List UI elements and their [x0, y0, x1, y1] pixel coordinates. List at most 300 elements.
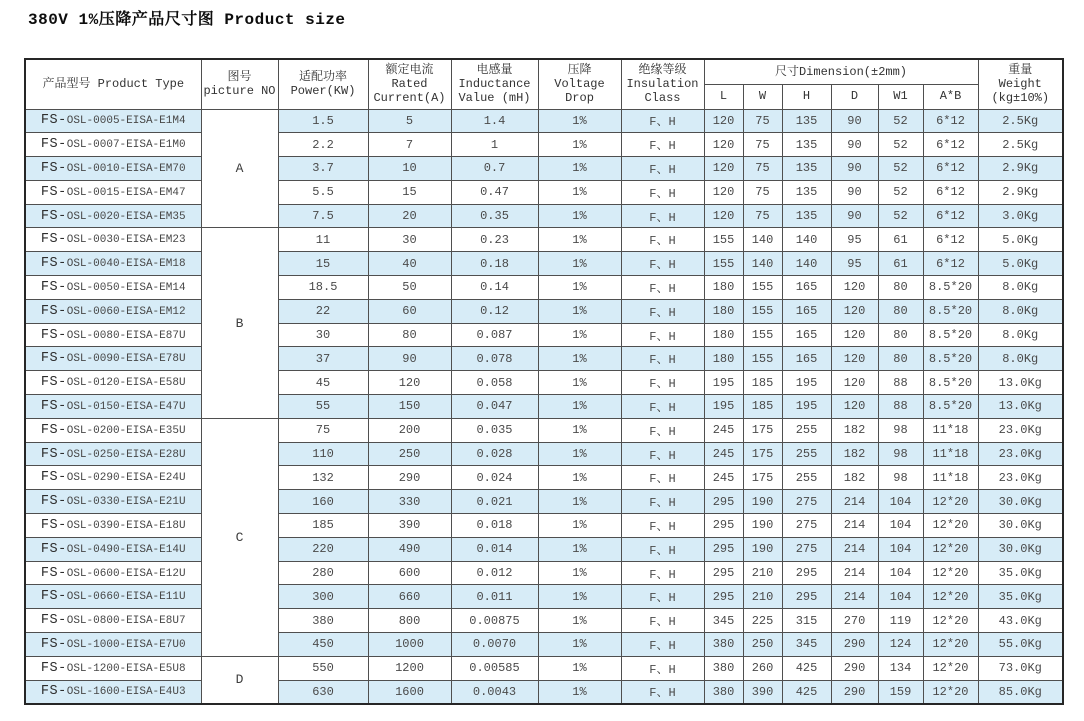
dim-w-cell: 250 — [743, 633, 782, 657]
current-cell: 600 — [368, 561, 451, 585]
header-label: picture NO — [203, 84, 276, 99]
insulation-cell: F、H — [621, 157, 704, 181]
dim-d-cell: 90 — [831, 204, 878, 228]
dim-d-cell: 182 — [831, 466, 878, 490]
header-label: Drop — [565, 91, 594, 106]
power-cell: 380 — [278, 609, 368, 633]
product-type-cell — [25, 371, 201, 395]
dim-d-cell: 95 — [831, 228, 878, 252]
weight-cell: 8.0Kg — [978, 323, 1063, 347]
product-type-cell — [25, 633, 201, 657]
current-cell: 1200 — [368, 656, 451, 680]
dim-ab-cell: 12*20 — [923, 680, 978, 704]
insulation-cell: F、H — [621, 109, 704, 133]
model-prefix: FS- — [40, 636, 67, 652]
col-header-picture-no — [201, 59, 278, 109]
dim-w-cell: 155 — [743, 323, 782, 347]
weight-cell: 73.0Kg — [978, 656, 1063, 680]
header-label: Power(KW) — [290, 84, 356, 99]
voltage-drop-cell: 1% — [538, 228, 621, 252]
dim-d-cell: 214 — [831, 561, 878, 585]
power-cell: 630 — [278, 680, 368, 704]
dim-l-cell: 295 — [704, 561, 743, 585]
product-type-cell — [25, 157, 201, 181]
insulation-cell: F、H — [621, 442, 704, 466]
dim-d-cell: 120 — [831, 347, 878, 371]
product-type-cell — [25, 299, 201, 323]
table-row — [25, 633, 1063, 657]
dim-ab-cell: 6*12 — [923, 180, 978, 204]
dim-w1-cell: 52 — [878, 204, 923, 228]
model-prefix: FS- — [40, 541, 67, 557]
dim-h-cell: 140 — [782, 252, 831, 276]
dim-l-cell: 245 — [704, 418, 743, 442]
insulation-cell: F、H — [621, 276, 704, 300]
header-label: 压降 — [567, 63, 592, 78]
power-cell: 185 — [278, 514, 368, 538]
power-cell: 18.5 — [278, 276, 368, 300]
weight-cell: 5.0Kg — [978, 252, 1063, 276]
col-header-dim-d: D — [831, 84, 878, 109]
inductance-cell: 0.0043 — [451, 680, 538, 704]
dim-w1-cell: 119 — [878, 609, 923, 633]
dim-ab-cell: 6*12 — [923, 157, 978, 181]
page-title: 380V 1%压降产品尺寸图 Product size — [28, 11, 346, 29]
model-code: OSL-1000-EISA-E7U0 — [66, 638, 186, 651]
table-row — [25, 299, 1063, 323]
inductance-cell: 1.4 — [451, 109, 538, 133]
dim-d-cell: 214 — [831, 537, 878, 561]
dim-d-cell: 214 — [831, 514, 878, 538]
product-type-cell — [25, 204, 201, 228]
dim-h-cell: 195 — [782, 395, 831, 419]
dim-h-cell: 135 — [782, 157, 831, 181]
dim-l-cell: 120 — [704, 180, 743, 204]
header-label: Value (mH) — [458, 91, 531, 106]
dim-w1-cell: 80 — [878, 347, 923, 371]
model-code: OSL-0090-EISA-E78U — [66, 353, 186, 366]
model-prefix: FS- — [40, 256, 67, 272]
dim-w-cell: 260 — [743, 656, 782, 680]
dim-w1-cell: 61 — [878, 228, 923, 252]
inductance-cell: 0.7 — [451, 157, 538, 181]
model-code: OSL-1200-EISA-E5U8 — [66, 662, 186, 675]
inductance-cell: 0.00875 — [451, 609, 538, 633]
current-cell: 290 — [368, 466, 451, 490]
dim-w1-cell: 80 — [878, 299, 923, 323]
dim-w-cell: 75 — [743, 204, 782, 228]
dim-w1-cell: 52 — [878, 157, 923, 181]
col-header-dim-ab: A*B — [923, 84, 978, 109]
dim-l-cell: 380 — [704, 680, 743, 704]
weight-cell: 2.9Kg — [978, 157, 1063, 181]
picture-no-cell: B — [201, 228, 278, 418]
inductance-cell: 0.047 — [451, 395, 538, 419]
model-code: OSL-1600-EISA-E4U3 — [66, 686, 186, 699]
col-header-dimension-group: 尺寸Dimension(±2mm) — [704, 59, 978, 84]
col-header-inductance — [451, 59, 538, 109]
dim-d-cell: 90 — [831, 157, 878, 181]
model-code: OSL-0010-EISA-EM70 — [66, 162, 186, 175]
dim-l-cell: 245 — [704, 442, 743, 466]
insulation-cell: F、H — [621, 490, 704, 514]
dim-w-cell: 75 — [743, 157, 782, 181]
power-cell: 1.5 — [278, 109, 368, 133]
model-code: OSL-0030-EISA-EM23 — [66, 234, 186, 247]
power-cell: 220 — [278, 537, 368, 561]
insulation-cell: F、H — [621, 609, 704, 633]
inductance-cell: 0.018 — [451, 514, 538, 538]
dim-w-cell: 75 — [743, 180, 782, 204]
dim-ab-cell: 12*20 — [923, 537, 978, 561]
inductance-cell: 0.12 — [451, 299, 538, 323]
insulation-cell: F、H — [621, 323, 704, 347]
current-cell: 150 — [368, 395, 451, 419]
dim-l-cell: 120 — [704, 133, 743, 157]
dim-h-cell: 140 — [782, 228, 831, 252]
model-prefix: FS- — [40, 184, 67, 200]
weight-cell: 30.0Kg — [978, 514, 1063, 538]
voltage-drop-cell: 1% — [538, 442, 621, 466]
insulation-cell: F、H — [621, 537, 704, 561]
dim-ab-cell: 12*20 — [923, 561, 978, 585]
dim-ab-cell: 11*18 — [923, 442, 978, 466]
dim-l-cell: 295 — [704, 490, 743, 514]
dim-h-cell: 295 — [782, 585, 831, 609]
model-code: OSL-0660-EISA-E11U — [66, 591, 186, 604]
product-type-cell — [25, 323, 201, 347]
current-cell: 50 — [368, 276, 451, 300]
model-prefix: FS- — [40, 351, 67, 367]
power-cell: 22 — [278, 299, 368, 323]
model-prefix: FS- — [40, 684, 67, 700]
dim-l-cell: 120 — [704, 157, 743, 181]
weight-cell: 8.0Kg — [978, 276, 1063, 300]
table-row — [25, 466, 1063, 490]
insulation-cell: F、H — [621, 561, 704, 585]
table-row — [25, 680, 1063, 704]
dim-w1-cell: 61 — [878, 252, 923, 276]
table-row — [25, 490, 1063, 514]
model-prefix: FS- — [40, 137, 67, 153]
model-prefix: FS- — [40, 208, 67, 224]
dim-h-cell: 255 — [782, 418, 831, 442]
table-row — [25, 371, 1063, 395]
insulation-cell: F、H — [621, 514, 704, 538]
power-cell: 3.7 — [278, 157, 368, 181]
model-code: OSL-0290-EISA-E24U — [66, 472, 186, 485]
dim-h-cell: 195 — [782, 371, 831, 395]
inductance-cell: 0.035 — [451, 418, 538, 442]
header-label: 图号 — [227, 70, 252, 85]
voltage-drop-cell: 1% — [538, 157, 621, 181]
inductance-cell: 0.021 — [451, 490, 538, 514]
dim-ab-cell: 8.5*20 — [923, 276, 978, 300]
weight-cell: 23.0Kg — [978, 442, 1063, 466]
table-row — [25, 228, 1063, 252]
dim-w-cell: 75 — [743, 109, 782, 133]
dim-w-cell: 185 — [743, 371, 782, 395]
power-cell: 45 — [278, 371, 368, 395]
current-cell: 1600 — [368, 680, 451, 704]
inductance-cell: 0.47 — [451, 180, 538, 204]
dim-l-cell: 295 — [704, 585, 743, 609]
weight-cell: 23.0Kg — [978, 418, 1063, 442]
product-type-cell — [25, 514, 201, 538]
insulation-cell: F、H — [621, 418, 704, 442]
inductance-cell: 0.058 — [451, 371, 538, 395]
model-prefix: FS- — [40, 589, 67, 605]
dim-l-cell: 120 — [704, 109, 743, 133]
insulation-cell: F、H — [621, 466, 704, 490]
table-row — [25, 180, 1063, 204]
dim-h-cell: 165 — [782, 276, 831, 300]
power-cell: 30 — [278, 323, 368, 347]
dim-h-cell: 255 — [782, 442, 831, 466]
dim-h-cell: 295 — [782, 561, 831, 585]
col-header-dim-h: H — [782, 84, 831, 109]
table-row — [25, 347, 1063, 371]
product-type-cell — [25, 252, 201, 276]
product-type-cell — [25, 537, 201, 561]
dim-w-cell: 225 — [743, 609, 782, 633]
current-cell: 1000 — [368, 633, 451, 657]
dim-l-cell: 195 — [704, 395, 743, 419]
dim-h-cell: 165 — [782, 347, 831, 371]
product-type-cell — [25, 561, 201, 585]
dim-d-cell: 90 — [831, 133, 878, 157]
dim-ab-cell: 8.5*20 — [923, 347, 978, 371]
header-label: 绝缘等级 — [638, 63, 687, 78]
dim-w-cell: 75 — [743, 133, 782, 157]
inductance-cell: 1 — [451, 133, 538, 157]
col-header-rated-current — [368, 59, 451, 109]
dim-l-cell: 295 — [704, 514, 743, 538]
dim-l-cell: 245 — [704, 466, 743, 490]
weight-cell: 35.0Kg — [978, 585, 1063, 609]
weight-cell: 3.0Kg — [978, 204, 1063, 228]
dim-l-cell: 180 — [704, 323, 743, 347]
model-prefix: FS- — [40, 375, 67, 391]
current-cell: 800 — [368, 609, 451, 633]
product-type-cell — [25, 466, 201, 490]
header-label: 额定电流 — [385, 63, 434, 78]
voltage-drop-cell: 1% — [538, 680, 621, 704]
dim-h-cell: 165 — [782, 299, 831, 323]
table-row — [25, 323, 1063, 347]
voltage-drop-cell: 1% — [538, 276, 621, 300]
dim-ab-cell: 8.5*20 — [923, 299, 978, 323]
dim-w1-cell: 104 — [878, 585, 923, 609]
model-prefix: FS- — [40, 517, 67, 533]
dim-l-cell: 380 — [704, 633, 743, 657]
voltage-drop-cell: 1% — [538, 633, 621, 657]
model-prefix: FS- — [40, 446, 67, 462]
header-label: Rated — [391, 77, 428, 92]
header-label: 重量 — [1008, 63, 1033, 78]
dim-d-cell: 270 — [831, 609, 878, 633]
power-cell: 300 — [278, 585, 368, 609]
inductance-cell: 0.087 — [451, 323, 538, 347]
power-cell: 75 — [278, 418, 368, 442]
table-row — [25, 157, 1063, 181]
current-cell: 20 — [368, 204, 451, 228]
dim-d-cell: 120 — [831, 299, 878, 323]
dim-l-cell: 380 — [704, 656, 743, 680]
dim-ab-cell: 12*20 — [923, 656, 978, 680]
dim-l-cell: 195 — [704, 371, 743, 395]
dim-w1-cell: 52 — [878, 109, 923, 133]
dim-d-cell: 120 — [831, 323, 878, 347]
product-type-cell — [25, 656, 201, 680]
model-code: OSL-0120-EISA-E58U — [66, 377, 186, 390]
insulation-cell: F、H — [621, 395, 704, 419]
table-row — [25, 537, 1063, 561]
dim-d-cell: 95 — [831, 252, 878, 276]
current-cell: 30 — [368, 228, 451, 252]
weight-cell: 30.0Kg — [978, 537, 1063, 561]
model-prefix: FS- — [40, 422, 67, 438]
header-label: (kg±10%) — [991, 91, 1050, 106]
weight-cell: 43.0Kg — [978, 609, 1063, 633]
insulation-cell: F、H — [621, 204, 704, 228]
inductance-cell: 0.078 — [451, 347, 538, 371]
voltage-drop-cell: 1% — [538, 323, 621, 347]
dim-w1-cell: 104 — [878, 561, 923, 585]
dim-ab-cell: 12*20 — [923, 633, 978, 657]
inductance-cell: 0.00585 — [451, 656, 538, 680]
dim-w-cell: 390 — [743, 680, 782, 704]
current-cell: 490 — [368, 537, 451, 561]
current-cell: 60 — [368, 299, 451, 323]
model-code: OSL-0150-EISA-E47U — [66, 400, 186, 413]
table-row — [25, 561, 1063, 585]
table-header — [25, 59, 1063, 109]
model-prefix: FS- — [40, 303, 67, 319]
product-type-cell — [25, 395, 201, 419]
product-type-cell — [25, 585, 201, 609]
dim-d-cell: 120 — [831, 276, 878, 300]
dim-h-cell: 275 — [782, 514, 831, 538]
dim-h-cell: 255 — [782, 466, 831, 490]
col-header-power — [278, 59, 368, 109]
dim-w-cell: 155 — [743, 299, 782, 323]
current-cell: 15 — [368, 180, 451, 204]
product-size-table — [24, 58, 1064, 705]
dim-w1-cell: 88 — [878, 395, 923, 419]
dim-w1-cell: 104 — [878, 490, 923, 514]
model-code: OSL-0200-EISA-E35U — [66, 424, 186, 437]
dim-ab-cell: 8.5*20 — [923, 323, 978, 347]
voltage-drop-cell: 1% — [538, 466, 621, 490]
picture-no-cell: D — [201, 656, 278, 704]
dim-d-cell: 90 — [831, 109, 878, 133]
weight-cell: 35.0Kg — [978, 561, 1063, 585]
weight-cell: 2.5Kg — [978, 109, 1063, 133]
product-type-cell — [25, 490, 201, 514]
weight-cell: 5.0Kg — [978, 228, 1063, 252]
dim-h-cell: 315 — [782, 609, 831, 633]
weight-cell: 30.0Kg — [978, 490, 1063, 514]
product-type-cell — [25, 228, 201, 252]
dim-l-cell: 155 — [704, 228, 743, 252]
power-cell: 37 — [278, 347, 368, 371]
weight-cell: 85.0Kg — [978, 680, 1063, 704]
dim-l-cell: 180 — [704, 299, 743, 323]
model-code: OSL-0080-EISA-E87U — [66, 329, 186, 342]
power-cell: 550 — [278, 656, 368, 680]
weight-cell: 2.5Kg — [978, 133, 1063, 157]
dim-w1-cell: 88 — [878, 371, 923, 395]
product-type-cell — [25, 180, 201, 204]
dim-l-cell: 120 — [704, 204, 743, 228]
dim-d-cell: 182 — [831, 418, 878, 442]
dim-ab-cell: 6*12 — [923, 204, 978, 228]
inductance-cell: 0.024 — [451, 466, 538, 490]
current-cell: 7 — [368, 133, 451, 157]
dim-ab-cell: 12*20 — [923, 490, 978, 514]
power-cell: 7.5 — [278, 204, 368, 228]
inductance-cell: 0.011 — [451, 585, 538, 609]
inductance-cell: 0.18 — [451, 252, 538, 276]
weight-cell: 23.0Kg — [978, 466, 1063, 490]
dim-h-cell: 135 — [782, 204, 831, 228]
table-row — [25, 204, 1063, 228]
current-cell: 5 — [368, 109, 451, 133]
model-prefix: FS- — [40, 398, 67, 414]
dim-w-cell: 190 — [743, 514, 782, 538]
insulation-cell: F、H — [621, 347, 704, 371]
model-code: OSL-0005-EISA-E1M4 — [66, 115, 186, 128]
insulation-cell: F、H — [621, 680, 704, 704]
voltage-drop-cell: 1% — [538, 347, 621, 371]
dim-d-cell: 214 — [831, 585, 878, 609]
voltage-drop-cell: 1% — [538, 299, 621, 323]
dim-ab-cell: 12*20 — [923, 585, 978, 609]
inductance-cell: 0.23 — [451, 228, 538, 252]
header-label: 电感量 — [476, 63, 513, 78]
current-cell: 390 — [368, 514, 451, 538]
dim-w1-cell: 80 — [878, 323, 923, 347]
dim-h-cell: 135 — [782, 180, 831, 204]
dim-ab-cell: 12*20 — [923, 609, 978, 633]
dim-d-cell: 290 — [831, 680, 878, 704]
dim-h-cell: 135 — [782, 133, 831, 157]
insulation-cell: F、H — [621, 252, 704, 276]
dim-w1-cell: 104 — [878, 514, 923, 538]
dim-w1-cell: 98 — [878, 418, 923, 442]
model-prefix: FS- — [40, 660, 67, 676]
dim-d-cell: 90 — [831, 180, 878, 204]
dim-w1-cell: 52 — [878, 133, 923, 157]
table-row — [25, 656, 1063, 680]
dim-d-cell: 290 — [831, 633, 878, 657]
voltage-drop-cell: 1% — [538, 395, 621, 419]
dim-ab-cell: 6*12 — [923, 109, 978, 133]
current-cell: 80 — [368, 323, 451, 347]
model-code: OSL-0050-EISA-EM14 — [66, 281, 186, 294]
table-row — [25, 609, 1063, 633]
inductance-cell: 0.028 — [451, 442, 538, 466]
table-row — [25, 585, 1063, 609]
dim-l-cell: 155 — [704, 252, 743, 276]
dim-l-cell: 295 — [704, 537, 743, 561]
power-cell: 55 — [278, 395, 368, 419]
model-code: OSL-0020-EISA-EM35 — [66, 210, 186, 223]
weight-cell: 8.0Kg — [978, 347, 1063, 371]
model-prefix: FS- — [40, 494, 67, 510]
dim-w-cell: 210 — [743, 585, 782, 609]
